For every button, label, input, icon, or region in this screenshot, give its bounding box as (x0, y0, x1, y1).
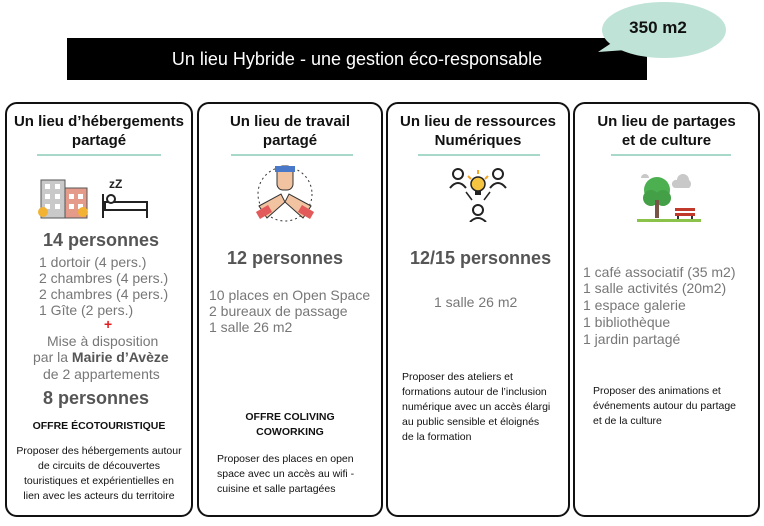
desc-line: lien avec les acteurs du territoire (23, 490, 175, 502)
team-hands-icon (255, 164, 315, 224)
card-ressources (386, 102, 570, 517)
card-title (7, 112, 191, 150)
list-item: 1 salle 26 m2 (209, 319, 293, 335)
title-banner (67, 38, 647, 80)
list-item: 1 dortoir (4 pers.) (39, 254, 147, 270)
extra-line (33, 349, 169, 365)
card-title (199, 112, 381, 150)
list-item: 2 bureaux de passage (209, 303, 348, 319)
list-item: 1 salle activités (20m2) (583, 280, 727, 296)
capacity-headline: 14 personnes (43, 230, 160, 250)
card-description (11, 444, 187, 504)
desc-line: touristiques et expérientielles en (23, 475, 174, 487)
offer-label: OFFRE ÉCOTOURISTIQUE (32, 420, 166, 432)
title-divider (611, 154, 731, 156)
card-title-line2: partagé (262, 132, 318, 149)
desc-line: Proposer des places en open (217, 453, 354, 465)
card-title-line2: et de culture (621, 132, 712, 149)
card-culture (573, 102, 760, 517)
offer-line: COWORKING (256, 426, 324, 438)
desc-line: Proposer des hébergements autour (16, 445, 182, 457)
desc-line: formations autour de l’inclusion (402, 386, 547, 398)
desc-line: Proposer des ateliers et (402, 371, 513, 383)
buildings-and-bed-icon (35, 172, 165, 222)
desc-line: numérique avec un accès élargi (402, 401, 551, 413)
title-divider (37, 154, 161, 156)
title-divider (418, 154, 540, 156)
desc-line: de la formation (402, 431, 472, 443)
title-divider (231, 154, 353, 156)
card-title-line1: Un lieu de ressources (400, 113, 556, 130)
card-title-line2: partagé (71, 132, 127, 149)
card-title-line2: Numériques (434, 132, 522, 149)
list-item: 1 salle 26 m2 (434, 294, 518, 310)
extra-line: de 2 appartements (43, 366, 160, 382)
list-item: 1 bibliothèque (583, 314, 671, 330)
capacity-headline: 12 personnes (227, 248, 344, 268)
list-item: 1 espace galerie (583, 297, 686, 313)
offer-label (199, 410, 381, 440)
svg-text:zZ: zZ (109, 177, 123, 191)
list-item: 2 chambres (4 pers.) (39, 270, 169, 286)
card-title (575, 112, 758, 150)
mairie-name: Mairie d’Avèze (71, 349, 169, 365)
card-description (217, 452, 377, 497)
desc-line: au public sensible et éloignés (402, 416, 540, 428)
card-title-line1: Un lieu de travail (229, 113, 351, 130)
capacity-headline: 12/15 personnes (410, 248, 552, 268)
desc-line: et de la culture (593, 415, 662, 427)
card-travail (197, 102, 383, 517)
plus-sign: + (104, 316, 113, 332)
offer-line: OFFRE COLIVING (245, 411, 335, 423)
card-title-line1: Un lieu de partages (597, 113, 736, 130)
list-item: 1 jardin partagé (583, 331, 681, 347)
extra-line-prefix: par la (33, 349, 72, 365)
extra-line: Mise à disposition (47, 333, 159, 349)
list-item: 10 places en Open Space (209, 287, 371, 303)
card-description (593, 384, 755, 429)
card-title (388, 112, 568, 150)
card-title-line1: Un lieu d’hébergements (13, 113, 185, 130)
card-hebergement (5, 102, 193, 517)
desc-line: événements autour du partage (593, 400, 737, 412)
desc-line: de circuits de découvertes (38, 460, 160, 472)
capacity-headline-2: 8 personnes (43, 388, 150, 408)
list-item: 1 café associatif (35 m2) (583, 264, 736, 280)
page-title: Un lieu Hybride - une gestion éco-responsable (171, 49, 543, 69)
park-tree-bench-icon (637, 170, 701, 222)
desc-line: Proposer des animations et (593, 385, 721, 397)
idea-network-icon (448, 164, 508, 222)
area-label: 350 m2 (629, 18, 687, 37)
list-item: 1 Gîte (2 pers.) (39, 302, 134, 318)
card-description (402, 370, 568, 445)
list-item: 2 chambres (4 pers.) (39, 286, 169, 302)
desc-line: cuisine et salle partagées (217, 483, 336, 495)
desc-line: space avec un accès au wifi - (217, 468, 355, 480)
